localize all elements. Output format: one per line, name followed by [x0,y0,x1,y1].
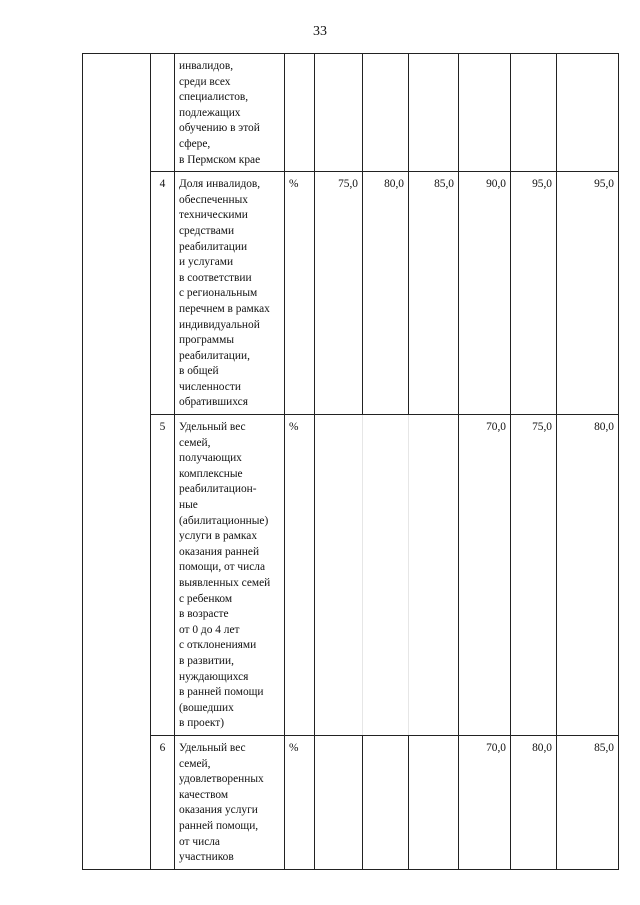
unit-cell: % [285,172,315,415]
indicators-table [82,53,619,870]
value-cell: 80,0 [511,735,557,869]
value-cell [511,54,557,172]
value-cell: 85,0 [409,172,459,415]
unit-cell: % [285,415,315,736]
row-number: 6 [151,735,175,869]
value-cell [409,415,459,736]
row-number: 5 [151,415,175,736]
merged-first-column [83,54,151,870]
row-number: 4 [151,172,175,415]
value-cell [409,735,459,869]
value-cell: 70,0 [459,735,511,869]
value-cell [315,54,363,172]
table-row [83,735,619,869]
value-cell: 95,0 [557,172,619,415]
row-number [151,54,175,172]
value-cell: 70,0 [459,415,511,736]
value-cell: 75,0 [315,172,363,415]
table-row [83,54,619,172]
value-cell: 95,0 [511,172,557,415]
table-row [83,415,619,736]
indicator-name: Удельный вес семей, получающих комплексные реабилитацион- ные (абилитационные) услуги в рамках оказания ранней помощи, от числа выявленных семей с ребенком в возрасте от 0 до 4 лет с отклонениями в развитии, нуждающихся в ранней помощи (вошедших в проект) [175,415,285,736]
value-cell: 85,0 [557,735,619,869]
value-cell [363,735,409,869]
value-cell [363,415,409,736]
value-cell: 80,0 [557,415,619,736]
unit-cell: % [285,735,315,869]
unit-cell [285,54,315,172]
value-cell [363,54,409,172]
page-number: 33 [313,24,327,39]
indicator-name: инвалидов, среди всех специалистов, подлежащих обучению в этой сфере, в Пермском крае [175,54,285,172]
value-cell: 90,0 [459,172,511,415]
value-cell [557,54,619,172]
value-cell [409,54,459,172]
value-cell: 80,0 [363,172,409,415]
table-row [83,172,619,415]
value-cell: 75,0 [511,415,557,736]
value-cell [315,735,363,869]
indicator-name: Удельный вес семей, удовлетворенных качеством оказания услуги ранней помощи, от числа участников [175,735,285,869]
indicator-name: Доля инвалидов, обеспеченных техническими средствами реабилитации и услугами в соответствии с региональным перечнем в рамках индивидуальной программы реабилитации, в общей численности обратившихся [175,172,285,415]
value-cell [315,415,363,736]
value-cell [459,54,511,172]
